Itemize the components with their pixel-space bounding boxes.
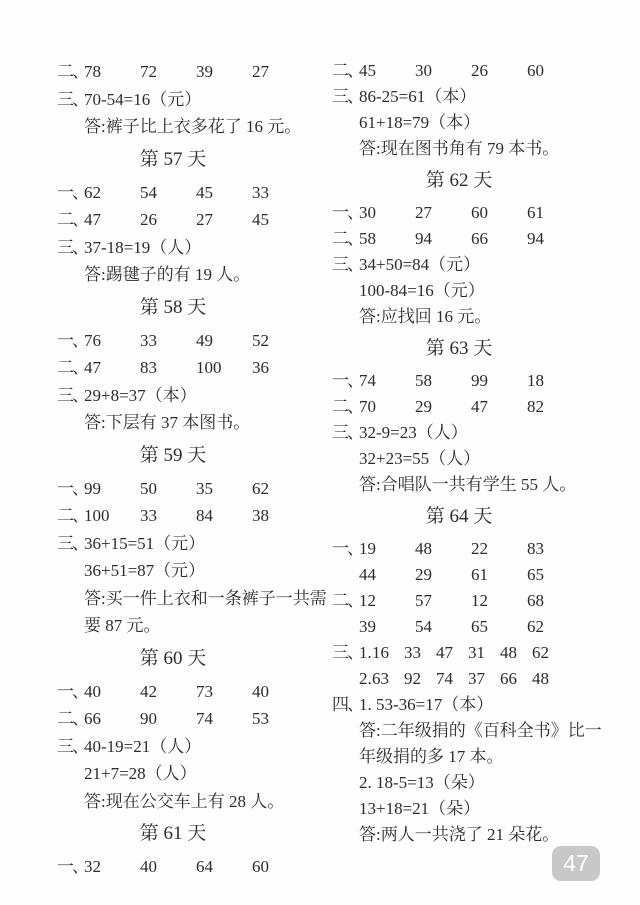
answer-number-row bbox=[57, 354, 325, 382]
equation-text: 70-54=16（元） bbox=[84, 89, 202, 109]
answer-sentence-line bbox=[332, 718, 608, 744]
equation-line bbox=[57, 234, 325, 262]
number-value: 47 bbox=[471, 397, 488, 416]
number-value: 48 bbox=[500, 643, 517, 662]
answer-sentence-line bbox=[332, 822, 608, 848]
number-value: 64 bbox=[196, 857, 213, 876]
number-value: 48 bbox=[532, 669, 549, 688]
answer-text: 答:现在图书角有 79 本书。 bbox=[359, 139, 560, 158]
row-label: 二、 bbox=[332, 397, 362, 416]
number-value: 31 bbox=[468, 643, 485, 662]
number-value: 84 bbox=[196, 506, 213, 525]
answer-text: 答:踢毽子的有 19 人。 bbox=[84, 265, 251, 284]
number-value: 29 bbox=[415, 397, 432, 416]
answer-text: 答:二年级捐的《百科全书》比一 bbox=[359, 721, 602, 740]
number-value: 74 bbox=[359, 371, 376, 390]
equation-line bbox=[332, 446, 608, 472]
answer-number-row bbox=[332, 394, 608, 420]
equation-line bbox=[332, 692, 608, 718]
number-value: 62 bbox=[252, 478, 269, 498]
equation-line bbox=[332, 796, 608, 822]
equation-text: 86-25=61（本） bbox=[359, 87, 477, 106]
number-value: 27 bbox=[415, 203, 432, 222]
row-label: 二、 bbox=[332, 229, 362, 248]
number-value: 37 bbox=[468, 669, 485, 688]
day-heading: 第 64 天 bbox=[425, 506, 493, 527]
day-heading: 第 59 天 bbox=[139, 444, 207, 466]
answer-number-row bbox=[332, 536, 608, 562]
answer-text: 答:合唱队一共有学生 55 人。 bbox=[359, 475, 577, 494]
number-value: 72 bbox=[140, 62, 157, 81]
day-heading: 第 58 天 bbox=[139, 296, 207, 318]
number-value: 58 bbox=[359, 229, 376, 248]
number-value: 47 bbox=[436, 643, 453, 662]
equation-text: 40-19=21（人） bbox=[84, 736, 202, 756]
number-value: 45 bbox=[196, 182, 213, 202]
answer-text: 年级捐的多 17 本。 bbox=[359, 747, 504, 766]
number-value: 32 bbox=[84, 857, 101, 876]
answer-number-row bbox=[57, 475, 325, 503]
answer-sentence-line bbox=[57, 788, 325, 816]
number-value: 70 bbox=[359, 397, 376, 416]
equation-line bbox=[332, 770, 608, 796]
number-value: 48 bbox=[415, 539, 432, 558]
number-value: 100 bbox=[196, 358, 222, 377]
answer-text: 要 87 元。 bbox=[84, 616, 161, 635]
equation-text: 21+7=28（人） bbox=[84, 764, 197, 783]
equation-line bbox=[332, 420, 608, 446]
number-value: 35 bbox=[196, 478, 213, 498]
row-label: 二、 bbox=[57, 358, 87, 377]
row-label: 三、 bbox=[332, 643, 362, 662]
number-value: 53 bbox=[252, 709, 269, 728]
equation-line bbox=[57, 86, 325, 114]
number-value: 66 bbox=[84, 709, 101, 728]
number-value: 68 bbox=[527, 591, 544, 610]
answer-sentence-line bbox=[57, 113, 325, 141]
row-label: 三、 bbox=[332, 87, 362, 106]
equation-text: 32+23=55（人） bbox=[359, 449, 481, 468]
number-value: 92 bbox=[404, 669, 421, 688]
row-label: 一、 bbox=[332, 539, 362, 558]
answer-sentence-line bbox=[332, 472, 608, 498]
number-value: 66 bbox=[500, 669, 517, 688]
equation-text: 2. 18-5=13（朵） bbox=[359, 773, 485, 792]
row-label: 二、 bbox=[57, 709, 87, 728]
row-label: 三、 bbox=[57, 237, 87, 257]
answer-number-row bbox=[57, 705, 325, 733]
row-label: 一、 bbox=[57, 857, 87, 876]
number-value: 61 bbox=[471, 565, 488, 584]
row-label: 一、 bbox=[57, 681, 87, 701]
day-heading: 第 62 天 bbox=[425, 170, 493, 191]
answer-text: 答:买一件上衣和一条裤子一共需 bbox=[84, 588, 327, 608]
row-label: 二、 bbox=[332, 591, 362, 610]
number-value: 94 bbox=[527, 229, 544, 248]
sub-index: 1. bbox=[359, 643, 372, 662]
row-label: 四、 bbox=[332, 695, 362, 714]
answer-number-row bbox=[332, 588, 608, 614]
answer-number-row bbox=[332, 200, 608, 226]
number-value: 73 bbox=[196, 681, 213, 701]
number-value: 30 bbox=[415, 61, 432, 80]
number-value: 99 bbox=[471, 371, 488, 390]
answer-number-row bbox=[332, 640, 608, 666]
number-value: 58 bbox=[415, 371, 432, 390]
number-value: 65 bbox=[527, 565, 544, 584]
row-label: 三、 bbox=[57, 533, 87, 553]
answer-number-row bbox=[332, 614, 608, 640]
answer-sentence-line bbox=[332, 136, 608, 162]
number-value: 74 bbox=[196, 709, 213, 728]
row-label: 一、 bbox=[332, 203, 362, 222]
number-value: 39 bbox=[359, 617, 376, 636]
number-value: 74 bbox=[436, 669, 453, 688]
answer-number-row bbox=[57, 58, 325, 86]
answer-text: 答:裤子比上衣多花了 16 元。 bbox=[84, 117, 302, 136]
row-label: 二、 bbox=[57, 506, 87, 525]
equation-text: 29+8=37（本） bbox=[84, 385, 197, 405]
answer-number-row bbox=[332, 368, 608, 394]
answer-number-row bbox=[332, 226, 608, 252]
row-label: 二、 bbox=[332, 61, 362, 80]
answer-number-row bbox=[57, 327, 325, 355]
number-value: 62 bbox=[532, 643, 549, 662]
sub-index: 2. bbox=[359, 669, 372, 688]
number-value: 83 bbox=[140, 358, 157, 377]
number-value: 33 bbox=[252, 182, 269, 202]
day-heading: 第 57 天 bbox=[139, 148, 207, 170]
equation-line bbox=[332, 252, 608, 278]
day-heading: 第 60 天 bbox=[139, 647, 207, 669]
equation-text: 36+15=51（元） bbox=[84, 533, 206, 553]
answers-column-right bbox=[332, 58, 608, 848]
row-label: 一、 bbox=[332, 371, 362, 390]
answer-number-row bbox=[332, 666, 608, 692]
row-label: 三、 bbox=[332, 423, 362, 442]
number-value: 44 bbox=[359, 565, 376, 584]
number-value: 26 bbox=[471, 61, 488, 80]
equation-text: 61+18=79（本） bbox=[359, 113, 481, 132]
number-value: 47 bbox=[84, 210, 101, 229]
answer-number-row bbox=[57, 502, 325, 530]
number-value: 18 bbox=[527, 371, 544, 390]
row-label: 一、 bbox=[57, 182, 87, 202]
number-value: 19 bbox=[359, 539, 376, 558]
number-value: 63 bbox=[372, 669, 389, 688]
number-value: 12 bbox=[471, 591, 488, 610]
number-value: 50 bbox=[140, 478, 157, 498]
number-value: 57 bbox=[415, 591, 432, 610]
number-value: 76 bbox=[84, 330, 101, 350]
number-value: 60 bbox=[471, 203, 488, 222]
answer-sentence-line bbox=[57, 612, 325, 640]
answer-sentence-line bbox=[332, 744, 608, 770]
number-value: 39 bbox=[196, 62, 213, 81]
number-value: 100 bbox=[84, 506, 110, 525]
number-value: 45 bbox=[252, 210, 269, 229]
number-value: 65 bbox=[471, 617, 488, 636]
number-value: 40 bbox=[84, 681, 101, 701]
day-heading: 第 61 天 bbox=[139, 823, 207, 844]
number-value: 54 bbox=[140, 182, 157, 202]
row-label: 三、 bbox=[57, 736, 87, 756]
number-value: 66 bbox=[471, 229, 488, 248]
page-number-badge: 47 bbox=[552, 846, 600, 881]
number-value: 12 bbox=[359, 591, 376, 610]
equation-line bbox=[57, 760, 325, 788]
answer-number-row bbox=[332, 58, 608, 84]
number-value: 26 bbox=[140, 210, 157, 229]
answer-sentence-line bbox=[57, 409, 325, 437]
number-value: 83 bbox=[527, 539, 544, 558]
day-heading: 第 63 天 bbox=[425, 338, 493, 359]
equation-line bbox=[57, 557, 325, 585]
number-value: 52 bbox=[252, 330, 269, 350]
row-label: 三、 bbox=[57, 89, 87, 109]
number-value: 62 bbox=[84, 182, 101, 202]
answers-column-left bbox=[57, 58, 325, 881]
answer-number-row bbox=[57, 206, 325, 234]
equation-text: 36+51=87（元） bbox=[84, 561, 206, 580]
number-value: 62 bbox=[527, 617, 544, 636]
equation-line bbox=[57, 530, 325, 558]
equation-text: 32-9=23（人） bbox=[359, 423, 468, 442]
number-value: 78 bbox=[84, 62, 101, 81]
number-value: 33 bbox=[404, 643, 421, 662]
answer-text: 答:下层有 37 本图书。 bbox=[84, 413, 251, 432]
answer-number-row bbox=[57, 678, 325, 706]
row-label: 三、 bbox=[57, 385, 87, 405]
answer-sentence-line bbox=[332, 304, 608, 330]
equation-line bbox=[332, 110, 608, 136]
number-value: 60 bbox=[252, 857, 269, 876]
answer-sentence-line bbox=[57, 585, 325, 613]
number-value: 94 bbox=[415, 229, 432, 248]
answer-number-row bbox=[332, 562, 608, 588]
number-value: 30 bbox=[359, 203, 376, 222]
number-value: 42 bbox=[140, 681, 157, 701]
equation-text: 37-18=19（人） bbox=[84, 237, 202, 257]
number-value: 49 bbox=[196, 330, 213, 350]
equation-text: 100-84=16（元） bbox=[359, 281, 485, 300]
number-value: 33 bbox=[140, 330, 157, 350]
number-value: 38 bbox=[252, 506, 269, 525]
row-label: 二、 bbox=[57, 62, 87, 81]
row-label: 一、 bbox=[57, 330, 87, 350]
answer-sentence-line bbox=[57, 261, 325, 289]
number-value: 82 bbox=[527, 397, 544, 416]
equation-line bbox=[332, 84, 608, 110]
number-value: 61 bbox=[527, 203, 544, 222]
number-value: 99 bbox=[84, 478, 101, 498]
answer-text: 答:现在公交车上有 28 人。 bbox=[84, 791, 285, 811]
number-value: 29 bbox=[415, 565, 432, 584]
number-value: 27 bbox=[252, 62, 269, 81]
number-value: 60 bbox=[527, 61, 544, 80]
equation-line bbox=[57, 382, 325, 410]
row-label: 二、 bbox=[57, 210, 87, 229]
row-label: 一、 bbox=[57, 478, 87, 498]
answer-text: 答:应找回 16 元。 bbox=[359, 307, 492, 326]
number-value: 40 bbox=[140, 857, 157, 876]
answer-number-row bbox=[57, 179, 325, 207]
answer-text: 答:两人一共浇了 21 朵花。 bbox=[359, 825, 560, 844]
equation-line bbox=[57, 733, 325, 761]
number-value: 54 bbox=[415, 617, 432, 636]
equation-text: 13+18=21（朵） bbox=[359, 799, 481, 818]
number-value: 47 bbox=[84, 358, 101, 377]
equation-line bbox=[332, 278, 608, 304]
equation-text: 34+50=84（元） bbox=[359, 255, 481, 274]
answer-number-row bbox=[57, 853, 325, 881]
row-label: 三、 bbox=[332, 255, 362, 274]
number-value: 22 bbox=[471, 539, 488, 558]
number-value: 27 bbox=[196, 210, 213, 229]
number-value: 36 bbox=[252, 358, 269, 377]
number-value: 45 bbox=[359, 61, 376, 80]
number-value: 90 bbox=[140, 709, 157, 728]
number-value: 33 bbox=[140, 506, 157, 525]
equation-text: 1. 53-36=17（本） bbox=[359, 695, 494, 714]
number-value: 16 bbox=[372, 643, 389, 662]
number-value: 40 bbox=[252, 681, 269, 701]
